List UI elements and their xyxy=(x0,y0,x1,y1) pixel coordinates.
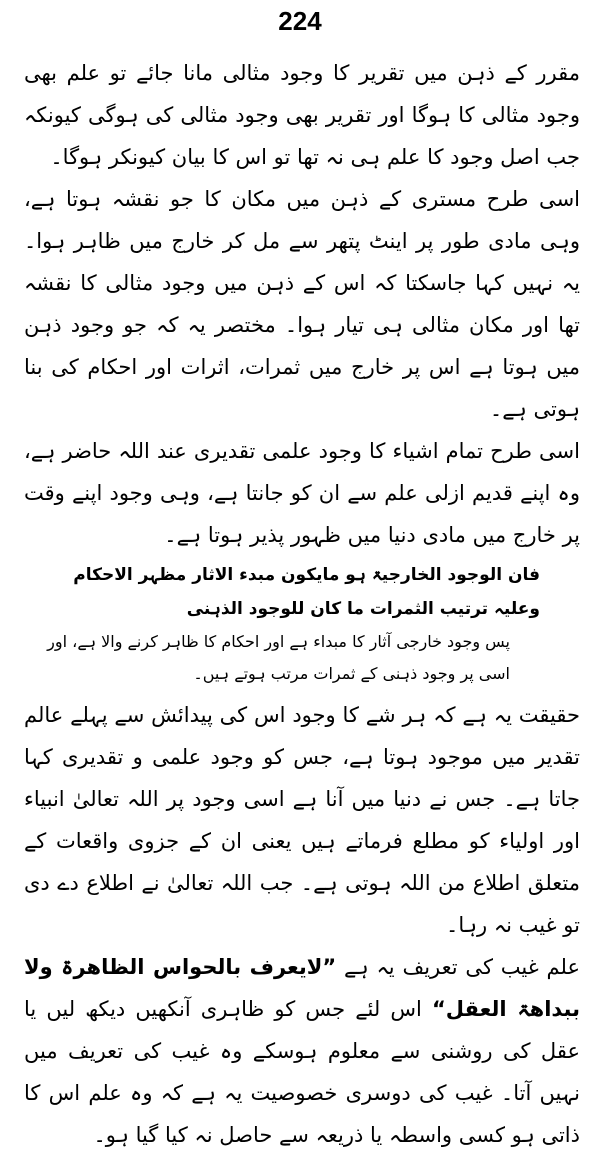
paragraph-4: حقیقت یہ ہے کہ ہر شے کا وجود اس کی پیدائش سے پہلے عالم تقدیر میں موجود ہوتا ہے، جس کو وجود علمی و تقدیری کہا جاتا ہے۔ جس نے دنیا میں آنا ہے اسی وجود پر اللہ تعالیٰ انبیاء اور اولیاء کو مطلع فرماتے ہیں یعنی ان کے جزوی واقعات کے متعلق اطلاع من اللہ ہوتی ہے۔ جب اللہ تعالیٰ نے اطلاع دے دی تو غیب نہ رہا۔ xyxy=(24,703,580,937)
definition-quote: ”لایعرف بالحواس الظاھرۃ ولا ببداھۃ العقل“ xyxy=(24,955,580,1021)
page-number: 224 xyxy=(278,6,322,36)
definition-paragraph xyxy=(24,946,580,1156)
paragraph-1: مقرر کے ذہن میں تقریر کا وجود مثالی مانا جائے تو علم بھی وجود مثالی کا ہوگا اور تقریر بھی وجود مثالی کی ہوگی کیونکہ جب اصل وجود کا علم ہی نہ تھا تو اس کا بیان کیونکر ہوگا۔ xyxy=(24,61,580,169)
definition-lead: علم غیب کی تعریف یہ ہے xyxy=(344,955,580,979)
paragraph-3: اسی طرح تمام اشیاء کا وجود علمی تقدیری عند اللہ حاضر ہے، وہ اپنے قدیم ازلی علم سے ان کو جانتا ہے، وہی وجود اپنے وقت پر خارج میں مادی دنیا میں ظہور پذیر ہوتا ہے۔ xyxy=(24,439,580,547)
page-body xyxy=(24,52,580,1156)
arabic-quote: فان الوجود الخارجیۃ ہو مایکون مبدء الاثار مظہر الاحکام وعلیہ ترتیب الثمرات ما کان للوجود الذہنی xyxy=(73,565,540,619)
quote-translation: پس وجود خارجی آثار کا مبداء ہے اور احکام کا ظاہر کرنے والا ہے، اور اسی پر وجود ذہنی کے ثمرات مرتب ہوتے ہیں۔ xyxy=(47,632,510,683)
definition-rest: اس لئے جس کو ظاہری آنکھیں دیکھ لیں یا عقل کی روشنی سے معلوم ہوسکے وہ غیب کی تعریف میں نہیں آتا۔ غیب کی دوسری خصوصیت یہ ہے کہ وہ علم اس کا ذاتی ہو کسی واسطہ یا ذریعہ سے حاصل نہ کیا گیا ہو۔ xyxy=(24,997,580,1147)
paragraph-2: اسی طرح مستری کے ذہن میں مکان کا جو نقشہ ہوتا ہے، وہی مادی طور پر اینٹ پتھر سے مل کر خارج میں ظاہر ہوا۔ یہ نہیں کہا جاسکتا کہ اس کے ذہن میں وجود مثالی کا نقشہ تھا اور مکان مثالی ہی تیار ہوا۔ مختصر یہ کہ جو وجود ذہن میں ہوتا ہے اس پر خارج میں ثمرات، اثرات اور احکام کی بنا ہوتی ہے۔ xyxy=(24,187,580,421)
